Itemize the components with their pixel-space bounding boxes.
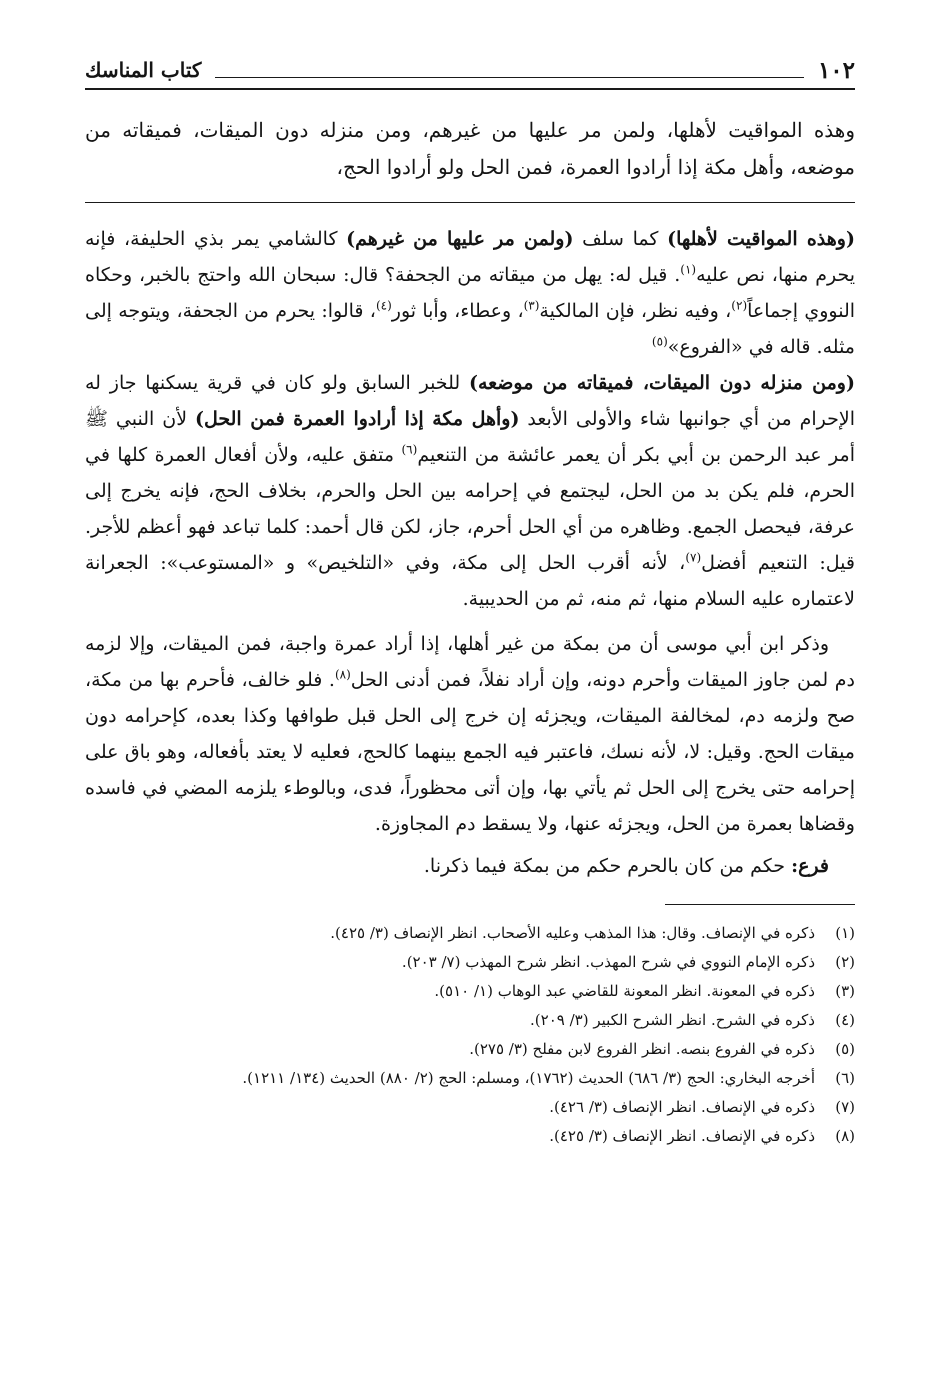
footnote-text: ذكره في الإنصاف. انظر الإنصاف (٣/ ٤٢٦). <box>549 1098 815 1116</box>
footnote-number: (٢) <box>835 953 855 971</box>
book-title: كتاب المناسك <box>85 58 202 82</box>
footnote-text: ذكره في المعونة. انظر المعونة للقاضي عبد الوهاب (١/ ٥١٠). <box>434 982 815 1000</box>
commentary-text: ، قالوا: يحرم من الجحفة، ويتوجه إلى مثله. قاله في «الفروع» <box>85 300 855 358</box>
running-header <box>85 52 855 90</box>
footnote-number: (٣) <box>835 982 855 1000</box>
footnote-item <box>85 1122 855 1151</box>
commentary-text: للخبر السابق ولو كان في قرية يسكنها جاز له الإحرام من أي جوانبها شاء والأولى الأبعد <box>85 372 856 430</box>
footnote-text: ذكره في الفروع بنصه. انظر الفروع لابن مفلح (٣/ ٢٧٥). <box>469 1040 815 1058</box>
footnote-item <box>85 919 855 948</box>
footnote-ref[interactable]: (٧) <box>685 550 702 565</box>
far3-label: فرع: <box>791 855 829 877</box>
commentary-text: كما سلف <box>573 228 668 250</box>
footnote-item <box>85 1093 855 1122</box>
text-divider <box>85 202 855 203</box>
footnote-ref[interactable]: (٢) <box>731 298 748 313</box>
commentary-text: حكم من كان بالحرم حكم من بمكة فيما ذكرنا. <box>423 855 792 877</box>
footnote-ref[interactable]: (٥) <box>651 334 668 349</box>
footnote-item <box>85 977 855 1006</box>
footnote-ref[interactable]: (٣) <box>523 298 540 313</box>
footnote-ref[interactable]: (٨) <box>334 667 351 682</box>
page-number: ١٠٢ <box>817 56 855 84</box>
footnote-number: (١) <box>835 924 855 942</box>
footnote-text: أخرجه البخاري: الحج (٣/ ٦٨٦) الحديث (١٧٦٢)، ومسلم: الحج (٢/ ٨٨٠) الحديث (١٣٤/ ١٢١١). <box>242 1069 815 1087</box>
footnote-divider <box>665 904 855 905</box>
commentary-text: ، لأنه أقرب الحل إلى مكة، وفي «التلخيص» و «المستوعب»: الجعرانة لاعتماره عليه السلام منها، ثم منه، ثم من الحديبية. <box>85 552 855 610</box>
footnote-text: ذكره الإمام النووي في شرح المهذب. انظر شرح المهذب (٧/ ٢٠٣). <box>401 953 815 971</box>
main-text-paragraph: وهذه المواقيت لأهلها، ولمن مر عليها من غيرهم، ومن منزله دون الميقات، فميقاته من موضعه، وأهل مكة إذا أرادوا العمرة، فمن الحل ولو أرادوا الحج، <box>85 118 855 179</box>
footnote-number: (٥) <box>835 1040 855 1058</box>
commentary-text: . قيل له: يهل من ميقاته من الجحفة؟ قال: سبحان الله واحتج بالخبر، وحكاه النووي إجماعاً <box>85 264 856 322</box>
book-page <box>85 52 855 1151</box>
commentary-text: . فلو خالف، فأحرم بها من مكة، صح ولزمه دم، لمخالفة الميقات، ويجزئه إن خرج إلى الحل قبل طوافها وكذا بعده، كإحرامه دون ميقات الحج. وقيل: لا، لأنه نسك، فاعتبر فيه الجمع بينهما كالحج، فعليه لا يعتد بأفعاله، وهو باق على إحرامه حتى يخرج إلى الحل ثم يأتي بها، وإن أتى محظوراً، فدى، وبالوطء يلزمه المضي في فاسده وقضاها بعمرة من الحل، ويجزئه عنها، ولا يسقط دم المجاوزة. <box>85 669 855 835</box>
commentary-text: لأن النبي ﷺ أمر عبد الرحمن بن أبي بكر أن يعمر عائشة من التنعيم <box>85 408 856 466</box>
commentary-text: متفق عليه، ولأن أفعال العمرة كلها في الحرم، فلم يكن بد من الحل، ليجتمع في إحرامه بين الحل والحرم، بخلاف الحج، فإنه يخرج إلى عرفة، فيحصل الجمع. وظاهره من أي الحل أحرم، جاز، لكن قال أحمد: كلما تباعد فهو أعظم للأجر. قيل: التنعيم أفضل <box>85 444 855 574</box>
commentary <box>85 221 855 884</box>
footnote-text: ذكره في الشرح. انظر الشرح الكبير (٣/ ٢٠٩). <box>530 1011 815 1029</box>
footnote-item <box>85 1006 855 1035</box>
footnote-number: (٧) <box>835 1098 855 1116</box>
commentary-text: ، وفيه نظر، فإن المالكية <box>539 300 732 322</box>
commentary-paragraph-1 <box>85 221 855 617</box>
quoted-matn: (وهذه المواقيت لأهلها) <box>667 228 855 250</box>
commentary-text: ، وعطاء، وأبا ثور <box>391 300 524 322</box>
commentary-text: وذكر ابن أبي موسى أن من بمكة من غير أهلها، إذا أراد عمرة واجبة، فمن الميقات، وإلا لزمه دم لمن جاوز الميقات وأحرم دونه، وإن أراد نفلاً، فمن أدنى الحل <box>85 633 855 691</box>
footnotes <box>85 919 855 1151</box>
footnote-ref[interactable]: (١) <box>680 262 697 277</box>
footnote-ref[interactable]: (٦) <box>401 442 418 457</box>
commentary-text: كالشامي يمر بذي الحليفة، فإنه يحرم منها، نص عليه <box>85 228 856 286</box>
footnote-number: (٤) <box>835 1011 855 1029</box>
header-rule <box>215 77 804 78</box>
footnote-number: (٨) <box>835 1127 855 1145</box>
quoted-matn: (وأهل مكة إذا أرادوا العمرة فمن الحل) <box>194 408 520 430</box>
footnote-ref[interactable]: (٤) <box>375 298 392 313</box>
footnote-text: ذكره في الإنصاف. وقال: هذا المذهب وعليه الأصحاب. انظر الإنصاف (٣/ ٤٢٥). <box>330 924 815 942</box>
footnote-text: ذكره في الإنصاف. انظر الإنصاف (٣/ ٤٢٥). <box>549 1127 815 1145</box>
footnote-item <box>85 1064 855 1093</box>
main-text <box>85 112 855 186</box>
quoted-matn: (ومن منزله دون الميقات، فميقاته من موضعه) <box>468 372 855 394</box>
footnote-number: (٦) <box>835 1069 855 1087</box>
commentary-paragraph-3 <box>85 848 855 884</box>
footnote-item <box>85 1035 855 1064</box>
footnote-item <box>85 948 855 977</box>
quoted-matn: (ولمن مر عليها من غيرهم) <box>346 228 574 250</box>
commentary-paragraph-2 <box>85 626 855 842</box>
